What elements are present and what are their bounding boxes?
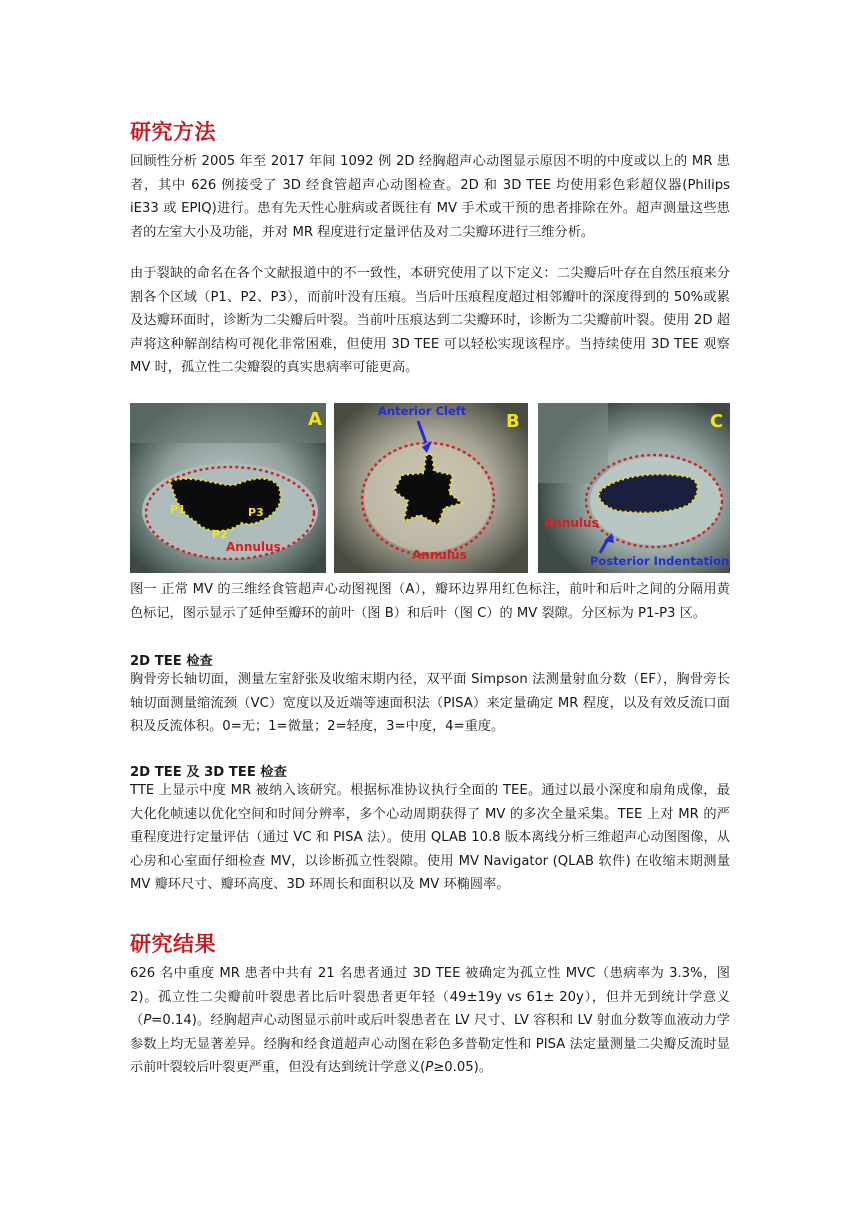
panel-b-letter: B (506, 411, 520, 432)
results-heading: 研究结果 (130, 932, 216, 956)
methods-paragraph-2: 由于裂缺的命名在各个文献报道中的不一致性，本研究使用了以下定义：二尖瓣后叶存在自然压痕来分割各个区域（P1、P2、P3），而前叶没有压痕。当后叶压痕程度超过相邻瓣叶的深度得到的 50%或累及达瓣环面时，诊断为二尖瓣后叶裂。当前叶压痕达到二尖瓣环时，诊断为二尖瓣前叶裂。使用 2D 超声将这种解剖结构可视化非常困难，但使用 3D TEE 可以轻松实现该程序。当持续使用 3D TEE 观察 MV 时，孤立性二尖瓣裂的真实患病率可能更高。 (130, 266, 730, 375)
figure-panel-c (538, 403, 730, 573)
panel-c-letter: C (710, 411, 724, 432)
panel-a-p2-label: P2 (212, 528, 228, 541)
results-text-1: 626 名中重度 MR 患者中共有 21 名患者通过 3D TEE 被确定为孤立性 MVC（患病率为 3.3%，图 2)。孤立性二尖瓣前叶裂患者比后叶裂患者更年轻（49±19y vs 61± 20y），但并无到统计学意义（ (130, 966, 730, 1028)
methods-heading: 研究方法 (130, 120, 216, 144)
tee3d-heading: 2D TEE 及 3D TEE 检查 (130, 765, 287, 780)
tee2d-heading: 2D TEE 检查 (130, 654, 213, 669)
figure-1-caption: 图一 正常 MV 的三维经食管超声心动图视图（A），瓣环边界用红色标注，前叶和后叶之间的分隔用黄色标记，图示显示了延伸至瓣环的前叶（图 B）和后叶（图 C）的 MV 裂隙。分区标为 P1-P3 区。 (130, 582, 730, 621)
methods-paragraph-1: 回顾性分析 2005 年至 2017 年间 1092 例 2D 经胸超声心动图显示原因不明的中度或以上的 MR 患者，其中 626 例接受了 3D 经食管超声心动图检查。2D 和 3D TEE 均使用彩色彩超仪器(Philips iE33 或 EPIQ)进行。患有先天性心脏病或者既往有 MV 手术或干预的患者排除在外。超声测量这些患者的左室大小及功能，并对 MR 程度进行定量评估及对二尖瓣环进行三维分析。 (130, 154, 730, 240)
results-p-symbol-2: P (425, 1060, 434, 1075)
panel-a-p3-label: P3 (248, 506, 264, 519)
panel-a-letter: A (308, 409, 322, 430)
figure-panel-a (130, 403, 326, 573)
panel-c-annulus-label: Annulus (544, 516, 599, 530)
panel-b-cleft-label: Anterior Cleft (378, 404, 467, 418)
results-text-2: =0.14)。经胸超声心动图显示前叶或后叶裂患者在 LV 尺寸、LV 容积和 LV 射血分数等血液动力学参数上均无显著差异。经胸和经食道超声心动图在彩色多普勒定性和 PISA 法定量测量二尖瓣反流时显示前叶裂较后叶裂更严重，但没有达到统计学意义( (130, 1013, 730, 1075)
panel-b-annulus-label: Annulus (412, 548, 467, 562)
panel-a-p1-label: P1 (170, 503, 186, 516)
tee3d-paragraph: TTE 上显示中度 MR 被纳入该研究。根据标准协议执行全面的 TEE。通过以最小深度和扇角成像，最大化化帧速以优化空间和时间分辨率，多个心动周期获得了 MV 的多次全量采集。TEE 上对 MR 的严重程度进行定量评估（通过 VC 和 PISA 法）。使用 QLAB 10.8 版本离线分析三维超声心动图图像，从心房和心室面仔细检查 MV，以诊断孤立性裂隙。使用 MV Navigator (QLAB 软件) 在收缩末期测量 MV 瓣环尺寸、瓣环高度、3D 环周长和面积以及 MV 环椭圆率。 (130, 783, 730, 892)
results-text-3: ≥0.05)。 (433, 1060, 492, 1075)
figure-panel-b (334, 403, 528, 573)
panel-c-indent-label: Posterior Indentation (590, 554, 730, 568)
results-p-symbol-1: P (143, 1013, 152, 1028)
figure-1 (130, 403, 730, 573)
results-paragraph (130, 962, 730, 1080)
panel-a-annulus-label: Annulus (226, 540, 281, 554)
tee2d-paragraph: 胸骨旁长轴切面，测量左室舒张及收缩末期内径，双平面 Simpson 法测量射血分数（EF），胸骨旁长轴切面测量缩流颈（VC）宽度以及近端等速面积法（PISA）来定量确定 MR 程度，以及有效反流口面积及反流体积。0=无；1=微量；2=轻度，3=中度，4=重度。 (130, 672, 730, 734)
